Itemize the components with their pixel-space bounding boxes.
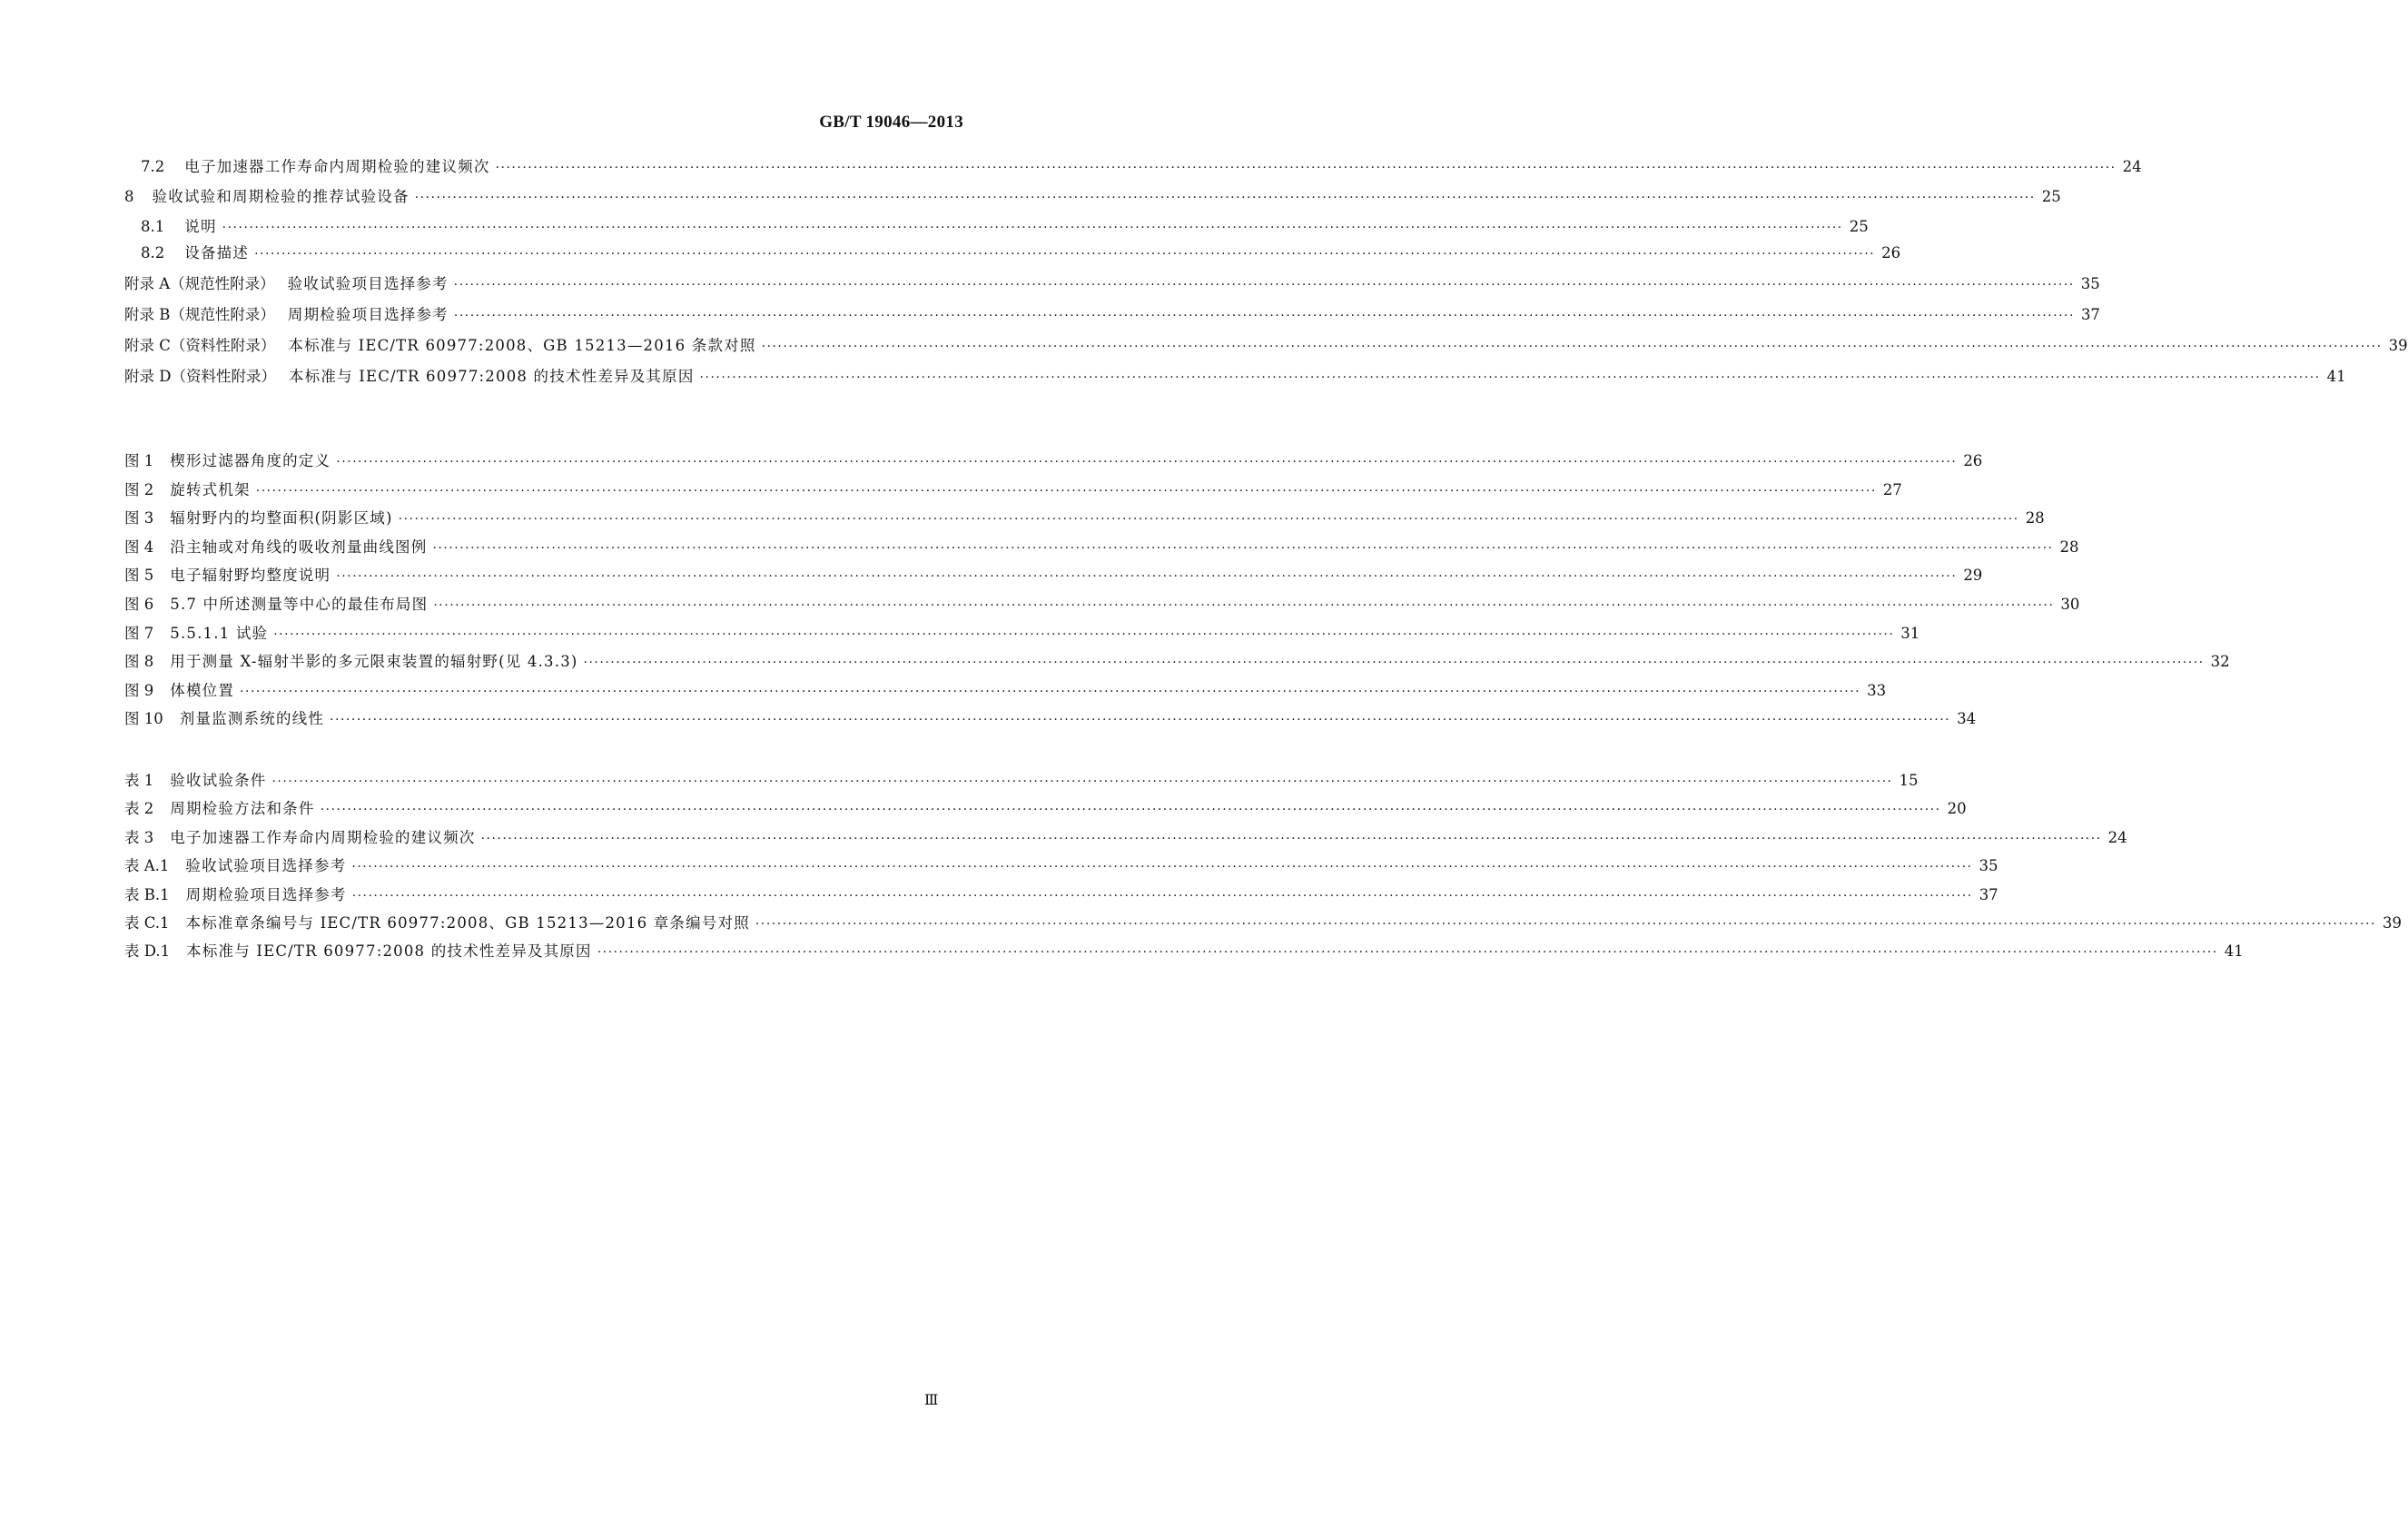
- toc-leader-dots: ············································································································································································································································································································: [351, 888, 1973, 903]
- toc-entry-page: 29: [1963, 567, 1983, 585]
- toc-entry[interactable]: [0, 273, 2100, 302]
- toc-entry[interactable]: [0, 594, 2080, 623]
- toc-entry-title: 5.5.1.1 试验: [170, 624, 269, 642]
- toc-leader-dots: ············································································································································································································································································································: [432, 540, 2054, 556]
- toc-entry-line: [124, 479, 1902, 502]
- toc-entry[interactable]: [0, 770, 1919, 799]
- toc-entry-page: 28: [2025, 509, 2045, 528]
- toc-entry-title: 说明: [184, 218, 217, 235]
- toc-entry[interactable]: [0, 708, 1977, 737]
- toc-entry[interactable]: [0, 651, 2230, 680]
- toc-entry-number: 附录 C（资料性附录）: [124, 337, 276, 354]
- toc-leader-dots: ············································································································································································································································································································: [453, 309, 2075, 323]
- toc-entry-title: 电子加速器工作寿命内周期检验的建议频次: [170, 828, 476, 846]
- toc-entry-line: [124, 651, 2230, 674]
- toc-leader-dots: ············································································································································································································································································································: [330, 713, 1951, 728]
- toc-entry-number: 7.2: [141, 158, 165, 175]
- toc-entry-title: 5.7 中所述测量等中心的最佳布局图: [170, 596, 429, 613]
- toc-leader-dots: ············································································································································································································································································································: [320, 803, 1941, 818]
- toc-leader-dots: ············································································································································································································································································································: [336, 455, 1958, 469]
- toc-entry-number: 图 10: [124, 710, 163, 728]
- toc-entry-number: 表 2: [124, 800, 154, 818]
- toc-entry-page: 15: [1899, 772, 1919, 789]
- toc-entry[interactable]: [0, 366, 2346, 395]
- toc-entry-number: 表 D.1: [124, 942, 171, 961]
- toc-entry-line: [124, 680, 1887, 703]
- toc-entry-page: 37: [1979, 885, 1998, 903]
- toc-leader-dots: ············································································································································································································································································································: [271, 774, 1893, 789]
- toc-entry[interactable]: [0, 941, 2244, 970]
- toc-entry-number: 8.2: [141, 244, 165, 261]
- toc-entry-page: 39: [2388, 337, 2408, 354]
- toc-entry-title: 验收试验条件: [170, 772, 267, 789]
- toc-entry-title: 电子辐射野均整度说明: [170, 567, 331, 585]
- toc-leader-dots: ············································································································································································································································································································: [255, 483, 1877, 498]
- toc-entry-line: [124, 450, 1983, 473]
- toc-entry-title: 设备描述: [184, 244, 250, 261]
- toc-entry-title: 周期检验方法和条件: [170, 800, 315, 818]
- toc-entry-title: 本标准与 IEC/TR 60977:2008、GB 15213—2016 条款对照: [288, 337, 756, 354]
- toc-entry-line: [124, 855, 1998, 878]
- toc-entry-line: [124, 273, 2100, 296]
- toc-entry-title: 验收试验项目选择参考: [185, 857, 347, 875]
- toc-leader-dots: ············································································································································································································································································································: [273, 626, 1895, 642]
- toc-entry-page: 39: [2382, 914, 2402, 932]
- toc-entry-number: 表 B.1: [124, 885, 170, 903]
- toc-entry-line: [141, 242, 1901, 265]
- toc-entry-title: 楔形过滤器角度的定义: [170, 452, 331, 469]
- toc-entry-page: 30: [2060, 596, 2080, 613]
- toc-entry-line: [124, 884, 1998, 907]
- toc-entry-page: 41: [2224, 942, 2244, 961]
- toc-entry-number: 表 C.1: [124, 914, 170, 932]
- toc-leader-dots: ············································································································································································································································································································: [583, 656, 2205, 671]
- document-number: GB/T 19046—2013: [819, 113, 963, 132]
- toc-entry[interactable]: [0, 242, 1901, 271]
- page-number: Ⅲ: [924, 1393, 939, 1408]
- toc-entry-line: [124, 565, 1983, 587]
- toc-entry-title: 本标准与 IEC/TR 60977:2008 的技术性差异及其原因: [288, 368, 695, 385]
- toc-entry-number: 图 2: [124, 480, 154, 498]
- toc-entry-title: 体模位置: [170, 681, 235, 699]
- toc-entry-line: [124, 623, 1920, 646]
- toc-leader-dots: ············································································································································································································································································································: [755, 917, 2376, 932]
- toc-entry-number: 表 3: [124, 828, 154, 846]
- toc-leader-dots: ············································································································································································································································································································: [480, 831, 2102, 846]
- toc-entry-title: 旋转式机架: [170, 480, 251, 498]
- toc-entry-page: 32: [2210, 653, 2230, 671]
- toc-entry-line: [124, 304, 2100, 327]
- toc-entry-number: 图 7: [124, 624, 154, 642]
- toc-leader-dots: ············································································································································································································································································································: [433, 598, 2055, 613]
- toc-entry-title: 辐射野内的均整面积(阴影区域): [170, 509, 393, 528]
- toc-entry-page: 28: [2059, 538, 2079, 556]
- toc-entry-line: [124, 186, 2061, 209]
- toc-entry-page: 33: [1867, 681, 1887, 699]
- toc-entry[interactable]: [0, 450, 1983, 479]
- toc-leader-dots: ············································································································································································································································································································: [761, 340, 2383, 354]
- toc-entry[interactable]: [0, 335, 2408, 364]
- toc-leader-dots: ············································································································································································································································································································: [398, 512, 2019, 528]
- toc-entry-line: [124, 770, 1919, 793]
- toc-entry-page: 26: [1881, 244, 1901, 261]
- toc-entry-line: [141, 216, 1869, 239]
- toc-entry-page: 26: [1963, 452, 1983, 469]
- toc-entry-number: 图 5: [124, 567, 154, 585]
- toc-entry-page: 25: [1849, 218, 1869, 235]
- toc-entry-page: 20: [1947, 800, 1967, 818]
- toc-leader-dots: ············································································································································································································································································································: [351, 860, 1973, 875]
- toc-entry-title: 本标准章条编号与 IEC/TR 60977:2008、GB 15213—2016 章条编号对照: [185, 914, 750, 932]
- toc-entry[interactable]: [0, 304, 2100, 333]
- toc-entry-number: 图 4: [124, 538, 154, 556]
- toc-entry[interactable]: [0, 827, 2127, 856]
- toc-entry-page: 35: [2080, 275, 2100, 292]
- toc-entry-number: 图 9: [124, 681, 154, 699]
- toc-entry-page: 25: [2041, 188, 2061, 205]
- toc-entry-title: 验收试验和周期检验的推荐试验设备: [152, 188, 410, 205]
- toc-entry-line: [124, 537, 2079, 559]
- toc-entry-title: 周期检验项目选择参考: [185, 885, 347, 903]
- toc-entry-line: [141, 156, 2142, 179]
- toc-entry-page: 27: [1882, 480, 1902, 498]
- toc-entry-page: 34: [1957, 710, 1977, 728]
- toc-leader-dots: ············································································································································································································································································································: [254, 247, 1876, 261]
- toc-entry-line: [124, 366, 2346, 389]
- toc-entry[interactable]: [0, 537, 2079, 566]
- toc-entry-number: 图 3: [124, 509, 154, 528]
- toc-leader-dots: ············································································································································································································································································································: [336, 569, 1958, 585]
- toc-entry[interactable]: [0, 156, 2142, 185]
- toc-entry[interactable]: [0, 565, 1983, 594]
- toc-entry-number: 附录 B（规范性附录）: [124, 306, 275, 323]
- toc-entry-number: 表 1: [124, 772, 154, 789]
- toc-entry-number: 图 1: [124, 452, 154, 469]
- toc-leader-dots: ············································································································································································································································································································: [699, 370, 2321, 385]
- toc-entry-number: 表 A.1: [124, 857, 170, 875]
- toc-entry[interactable]: [0, 855, 1998, 884]
- toc-entry-number: 8: [124, 188, 134, 205]
- toc-leader-dots: ············································································································································································································································································································: [597, 945, 2218, 961]
- toc-entry[interactable]: [0, 798, 1967, 827]
- toc-leader-dots: ············································································································································································································································································································: [222, 221, 1843, 235]
- toc-entry-line: [124, 508, 2045, 530]
- toc-entry-line: [124, 708, 1977, 731]
- toc-entry[interactable]: [0, 680, 1887, 709]
- toc-entry-line: [124, 912, 2402, 935]
- toc-entry-line: [124, 798, 1967, 821]
- toc-entry-number: 附录 D（资料性附录）: [124, 368, 276, 385]
- toc-entry-title: 验收试验项目选择参考: [287, 275, 449, 292]
- toc-entry-page: 35: [1979, 857, 1998, 875]
- toc-entry-title: 周期检验项目选择参考: [287, 306, 449, 323]
- toc-entry[interactable]: [0, 216, 1869, 245]
- toc-entry-page: 37: [2080, 306, 2100, 323]
- toc-entry-number: 图 6: [124, 596, 154, 613]
- toc-entry-title: 电子加速器工作寿命内周期检验的建议频次: [184, 158, 490, 175]
- toc-entry[interactable]: [0, 186, 2061, 215]
- toc-entry-number: 附录 A（规范性附录）: [124, 275, 275, 292]
- toc-entry-number: 8.1: [141, 218, 165, 235]
- toc-entry-page: 31: [1900, 624, 1920, 642]
- toc-entry-title: 沿主轴或对角线的吸收剂量曲线图例: [170, 538, 428, 556]
- toc-leader-dots: ············································································································································································································································································································: [495, 161, 2117, 175]
- toc-entry[interactable]: [0, 884, 1998, 913]
- toc-entry[interactable]: [0, 479, 1902, 508]
- toc-entry-page: 41: [2326, 368, 2346, 385]
- toc-entry-line: [124, 941, 2244, 963]
- toc-entry-title: 本标准与 IEC/TR 60977:2008 的技术性差异及其原因: [186, 942, 592, 961]
- toc-entry-title: 剂量监测系统的线性: [179, 710, 325, 728]
- toc-leader-dots: ············································································································································································································································································································: [240, 684, 1861, 699]
- toc-entry-page: 24: [2122, 158, 2142, 175]
- toc-entry-title: 用于测量 X-辐射半影的多元限束装置的辐射野(见 4.3.3): [170, 653, 578, 671]
- toc-entry[interactable]: [0, 912, 2402, 942]
- toc-entry-page: 24: [2107, 828, 2127, 846]
- toc-entry[interactable]: [0, 623, 1920, 652]
- toc-entry-line: [124, 335, 2408, 358]
- toc-entry-number: 图 8: [124, 653, 154, 671]
- toc-entry[interactable]: [0, 508, 2045, 537]
- toc-entry-line: [124, 594, 2080, 617]
- toc-leader-dots: ············································································································································································································································································································: [414, 191, 2036, 205]
- toc-entry-line: [124, 827, 2127, 850]
- toc-leader-dots: ············································································································································································································································································································: [453, 278, 2075, 292]
